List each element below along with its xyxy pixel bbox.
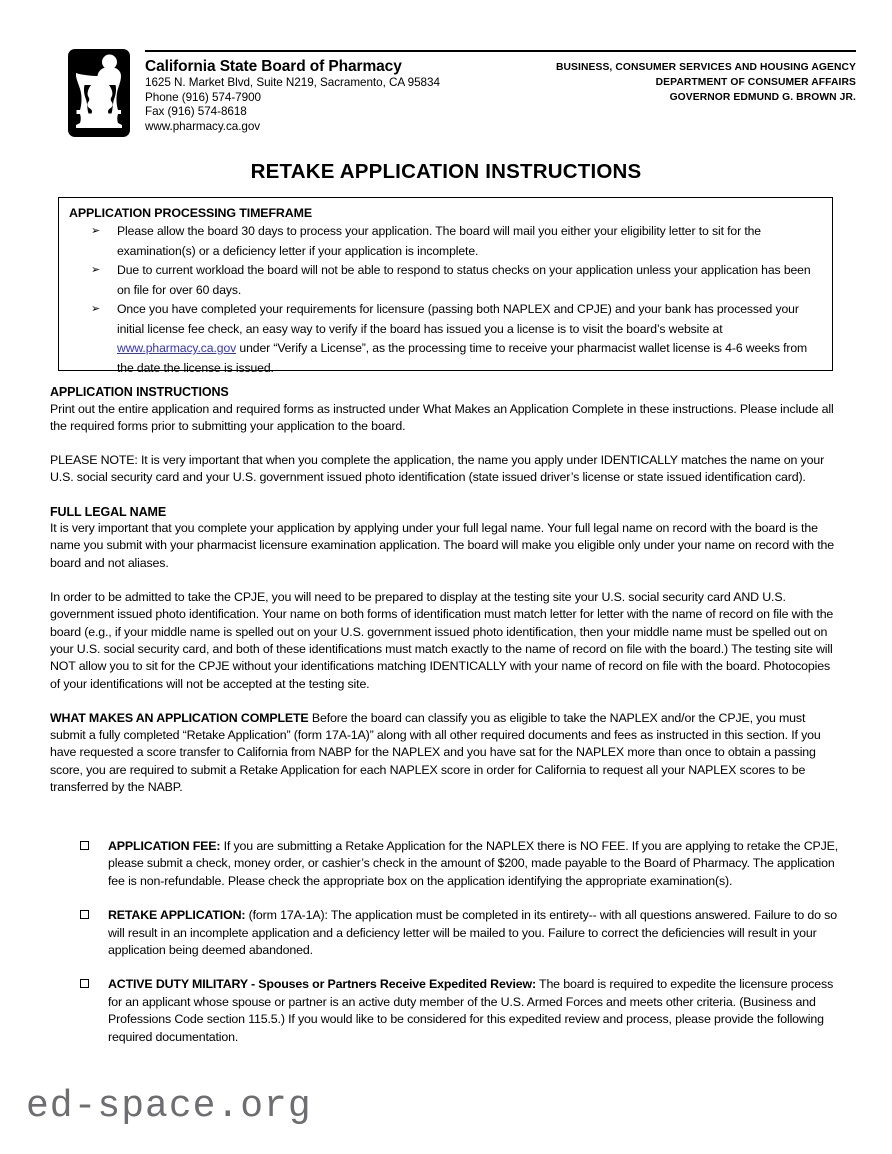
spacer [50,435,840,452]
spacer [50,693,840,710]
timeframe-list [69,222,822,378]
document-header [68,46,858,146]
agency-line-3: GOVERNOR EDMUND G. BROWN JR. [669,92,856,103]
checklist-item-application-fee [50,838,850,890]
what-makes-complete-heading: WHAT MAKES AN APPLICATION COMPLETE [50,710,309,725]
application-instructions-body: Print out the entire application and required forms as instructed under What Makes an Application Complete in these instructions. Please include all the required forms prior to submitting your application to the board. [50,401,834,433]
timeframe-list-item [69,261,822,300]
application-instructions-heading: APPLICATION INSTRUCTIONS [50,385,229,399]
header-divider-rule [145,50,856,52]
arrow-bullet-icon: ➢ [91,264,101,276]
page-title: RETAKE APPLICATION INSTRUCTIONS [250,160,642,183]
spacer [50,572,840,589]
timeframe-list-item [69,300,822,378]
full-legal-name-heading: FULL LEGAL NAME [50,504,167,519]
org-phone: Phone (916) 574-7900 [145,90,261,104]
full-legal-name-body: It is very important that you complete your application by applying under your full legal name. Your full legal name on record with the board is the name you submit with your pharmacist licensure examination application. The board will make you eligible only under your name on record with the board and not aliases. [50,521,834,570]
mortar-and-pestle-logo-icon [68,49,130,137]
arrow-bullet-icon: ➢ [91,303,101,315]
arrow-bullet-icon: ➢ [91,225,101,237]
org-fax: Fax (916) 574-8618 [145,105,247,118]
timeframe-item-text-after-link: under “Verify a License”, as the processing time to receive your pharmacist wallet license is 4-6 weeks from the date the license is issued. [117,341,808,375]
agency-line-2: DEPARTMENT OF CONSUMER AFFAIRS [655,77,856,88]
checklist-item-text: If you are submitting a Retake Application for the NAPLEX there is NO FEE. If you are applying to retake the CPJE, please submit a check, money order, or cashier’s check in the amount of $200, made payable to the Board of Pharmacy. The application fee is non-refundable. Please check the appropriate box on the application identifying the appropriate examination(s). [108,839,839,888]
checklist-item-label: RETAKE APPLICATION: [108,908,246,923]
checklist-item-label: ACTIVE DUTY MILITARY - Spouses or Partners Receive Expedited Review: [108,977,536,992]
application-processing-timeframe-box [58,197,833,375]
timeframe-item-text: Due to current workload the board will not be able to respond to status checks on your application unless your application has been on file for over 60 days. [117,263,811,297]
org-name: California State Board of Pharmacy [145,58,402,75]
what-makes-complete-body: Before the board can classify you as eligible to take the NAPLEX and/or the CPJE, you must submit a fully completed “Retake Application” (form 17A-1A)” along with all other required documents and fees as instructed in this section. If you have requested a score transfer to California from NABP for the NAPLEX and you have sat for the NAPLEX more than once to obtain a passing score, you are required to submit a Retake Application for each NAPLEX score in order for California to request all your NAPLEX scores to be transferred by the NABP. [50,710,821,795]
pharmacy-website-link[interactable]: www.pharmacy.ca.gov [117,341,237,355]
checkbox-icon[interactable] [80,910,89,919]
checklist-item-label: APPLICATION FEE: [108,839,221,853]
spacer [50,487,840,504]
document-body [50,384,840,796]
checkbox-icon[interactable] [80,841,89,850]
timeframe-heading: APPLICATION PROCESSING TIMEFRAME [69,206,313,220]
cpje-admission-paragraph: In order to be admitted to take the CPJE, you will need to be prepared to display at the testing site your U.S. social security card AND U.S. government issued photo identification. Your name on both forms of identification must match letter for letter with the name of record on file with the board (e.g., if your middle name is spelled out on your U.S. government issued photo identification, then your middle name must be spelled out on your U.S. social security card, and both of these identifications must match exactly to the name of record on file with the board.) The testing site will NOT allow you to sit for the CPJE without your identifications matching IDENTICALLY with your name of record on file with the board. Photocopies of your identifications will not be accepted at the testing site. [50,590,834,691]
timeframe-list-item [69,222,822,261]
timeframe-item-text-before-link: Once you have completed your requirements for licensure (passing both NAPLEX and CPJE) and your bank has processed your initial license fee check, an easy way to verify if the board has issued you a license is to visit the board’s website at [117,302,799,336]
site-watermark: ed-space.org [26,1085,312,1128]
checklist-item-active-duty-military [50,976,850,1046]
what-makes-complete-paragraph [50,710,840,796]
checklist-item-text: The board is required to expedite the licensure process for an applicant whose spouse or partner is an active duty member of the U.S. Armed Forces and meets other criteria. (Business and Professions Code section 115.5.) If you would like to be considered for this expedited review and process, please provide the following required documentation. [108,977,834,1044]
checklist-item-retake-application [50,907,850,959]
checkbox-icon[interactable] [80,979,89,988]
agency-line-1: BUSINESS, CONSUMER SERVICES AND HOUSING AGENCY [555,62,856,73]
timeframe-item-text: Please allow the board 30 days to process your application. The board will mail you either your eligibility letter to sit for the examination(s) or a deficiency letter if your application is incomplete. [117,224,761,258]
please-note-paragraph: PLEASE NOTE: It is very important that when you complete the application, the name you apply under IDENTICALLY matches the name on your U.S. social security card and your U.S. government issued photo identification (state issued driver’s license or state issued identification card). [50,453,825,485]
org-address: 1625 N. Market Blvd, Suite N219, Sacramento, CA 95834 [145,76,440,89]
requirements-checklist [50,838,850,1063]
org-info-block [145,58,525,134]
org-website: www.pharmacy.ca.gov [145,119,261,133]
checklist-item-text: (form 17A-1A): The application must be completed in its entirety-- with all questions answered. Failure to do so will result in an incomplete application and a deficiency letter will be mailed to you. Failure to correct the deficiencies will result in your application being deemed abandoned. [108,908,837,958]
agency-info-block [556,60,856,105]
